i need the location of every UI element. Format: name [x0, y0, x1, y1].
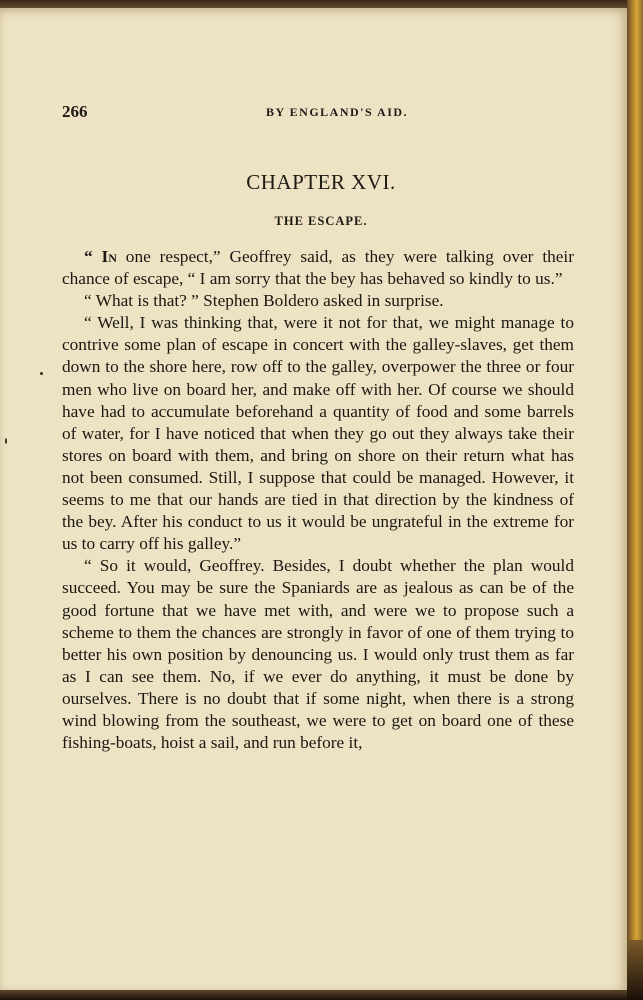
paragraph	[62, 555, 574, 754]
page-number: 266	[62, 102, 88, 121]
book-binding-edge	[627, 0, 643, 1000]
running-title: BY ENGLAND'S AID.	[265, 105, 409, 119]
running-head	[62, 102, 580, 126]
opening-words: “ In	[84, 247, 117, 266]
paragraph-text: “ Well, I was thinking that, were it not for that, we might manage to contrive some plan of escape in concert with the galley-slaves, get them down to the shore here, row off to the galley, overpower the three or four men who live on board her, and make off with her. Of course we should have had to accumulate beforehand a quantity of food and some barrels of water, for I have noticed that when they go out they always take their stores on board with them, and bring on shore on their return what has not been consumed. Still, I suppose that could be managed. However, it seems to me that our hands are tied in that direction by the kindness of the bey. After his conduct to us it would be ungrateful in the extreme for us to carry off his galley.”	[62, 313, 574, 554]
paragraph-text: “ So it would, Geoffrey. Besides, I doubt whether the plan would succeed. You may be sure the Spaniards are as jealous as can be of the good fortune that we have met with, and were we to propose such a scheme to them the chances are strongly in favor of one of them trying to better his own position by denouncing us. I would only trust them as far as I can see them. No, if we ever do anything, it must be done by ourselves. There is no doubt that if some night, when there is a strong wind blowing from the southeast, we were to get on board one of these fishing-boats, hoist a sail, and run before it,	[62, 556, 574, 753]
ink-speck	[40, 372, 43, 375]
paragraph	[62, 312, 574, 555]
body-text	[62, 246, 574, 754]
chapter-subtitle: THE ESCAPE.	[274, 214, 368, 228]
paragraph	[62, 246, 574, 290]
bottom-page-edge	[0, 990, 627, 1000]
paragraph-text: one respect,” Geoffrey said, as they were talking over their chance of escape, “ I am sorry that the bey has behaved so kindly to us.”	[62, 247, 574, 289]
paragraph	[62, 290, 574, 312]
chapter-title: CHAPTER XVI.	[246, 170, 396, 194]
paragraph-text: “ What is that? ” Stephen Boldero asked in surprise.	[84, 291, 444, 311]
ink-speck	[5, 438, 7, 444]
